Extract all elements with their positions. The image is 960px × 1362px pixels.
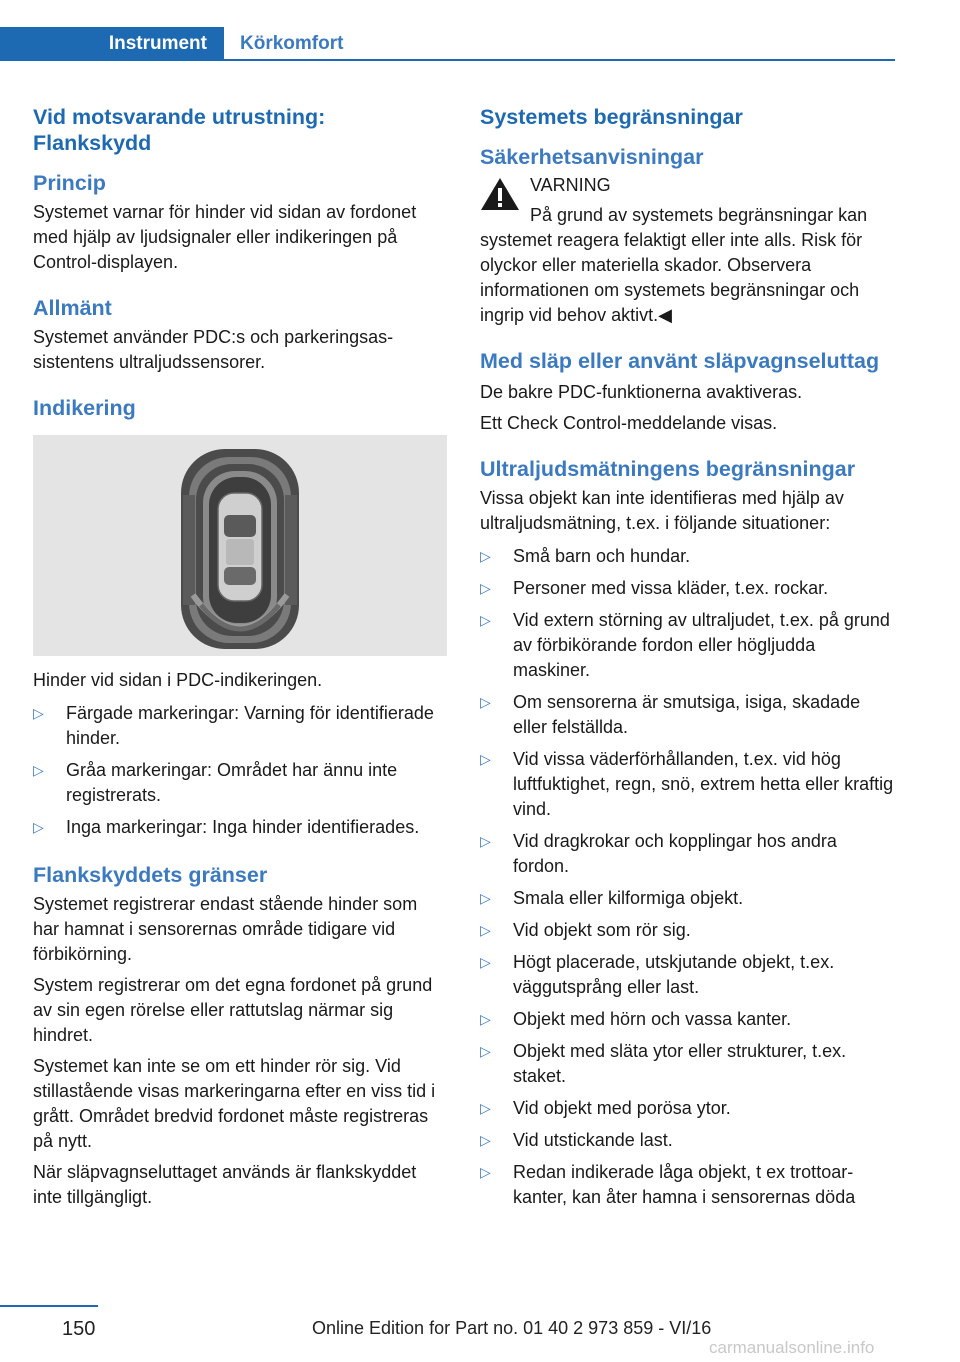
pdc-display-figure (33, 435, 447, 656)
trailer-section (480, 348, 894, 436)
section-title: Vid motsvarande utrustning: Flankskydd (33, 105, 326, 155)
list-item: ▷ Personer med vissa kläder, t.ex. rockar. (480, 576, 894, 601)
list-item: ▷ Vid objekt med porösa ytor. (480, 1096, 894, 1121)
list-item: ▷ Vid vissa väderförhållanden, t.ex. vid hög luftfuktighet, regn, snö, extrem hetta eller kraftig vind. (480, 749, 894, 819)
triangle-bullet-icon: ▷ (480, 1011, 491, 1027)
triangle-bullet-icon: ▷ (480, 1043, 491, 1059)
triangle-bullet-icon: ▷ (33, 762, 44, 778)
triangle-bullet-icon: ▷ (480, 833, 491, 849)
tab-instrument[interactable]: Instrument (0, 27, 224, 61)
triangle-bullet-icon: ▷ (480, 890, 491, 906)
header-divider (224, 59, 895, 61)
edition-text: Online Edition for Part no. 01 40 2 973 859 - VI/16 (312, 1318, 712, 1338)
list-item: ▷ Vid utstickande last. (480, 1128, 894, 1153)
list-item: ▷ Smala eller kilformiga objekt. (480, 886, 894, 911)
triangle-bullet-icon: ▷ (480, 922, 491, 938)
list-item: ▷ Om sensorerna är smutsiga, isiga, skadade eller felställda. (480, 692, 861, 737)
principle-section (33, 170, 447, 275)
triangle-bullet-icon: ▷ (480, 548, 491, 564)
pdc-car-illustration (33, 435, 447, 656)
general-section (33, 295, 447, 375)
right-column (480, 104, 894, 1217)
triangle-bullet-icon: ▷ (33, 819, 44, 835)
list-item: ▷ Vid dragkrokar och kopplingar hos andra fordon. (480, 831, 837, 876)
triangle-bullet-icon: ▷ (480, 751, 491, 767)
triangle-bullet-icon: ▷ (480, 694, 491, 710)
limits-section (33, 862, 447, 1210)
warning-text: På grund av systemets begränsningar kan systemet reagera felaktigt eller inte alls. Risk för olyckor eller materiella skador. Observera informationen om systemets begränsningar och ingrip vid behov aktivt.◀ (480, 205, 868, 325)
figure-caption: Hinder vid sidan i PDC-indikeringen. (33, 670, 323, 690)
watermark: carmanualsonline.info (709, 1338, 875, 1357)
trailer-paragraph: Ett Check Control-meddelande visas. (480, 413, 778, 433)
general-text: Systemet använder PDC:s och parkeringsassistentens ultraljudssensorer. (33, 327, 394, 372)
ultrasound-heading: Ultraljudsmätningens begränsningar (480, 457, 856, 481)
general-heading: Allmänt (33, 296, 112, 320)
list-item: ▷ Gråa markeringar: Området har ännu inte registrerats. (33, 760, 398, 805)
list-item: ▷ Inga markeringar: Inga hinder identifierades. (33, 815, 447, 840)
principle-text: Systemet varnar för hinder vid sidan av fordonet med hjälp av ljudsignaler eller indikeringen på Control-displayen. (33, 202, 417, 272)
limits-paragraph: Systemet registrerar endast stående hinder som har hamnat i sensorernas område tidigare vid förbikörning. (33, 894, 418, 964)
ultrasound-list (480, 544, 894, 1210)
ultrasound-section (480, 456, 894, 1210)
markings-list (33, 701, 447, 840)
safety-heading: Säkerhetsanvisningar (480, 145, 704, 169)
ultrasound-intro: Vissa objekt kan inte identifieras med hjälp av ultraljudsmätning, t.ex. i följande situationer: (480, 488, 844, 533)
limits-paragraph: När släpvagnseluttaget används är flankskyddet inte tillgängligt. (33, 1162, 417, 1207)
limits-paragraph: System registrerar om det egna fordonet på grund av sin egen rörelse eller rattutslag närmar sig hindret. (33, 975, 433, 1045)
triangle-bullet-icon: ▷ (480, 954, 491, 970)
safety-section (480, 144, 894, 328)
triangle-bullet-icon: ▷ (480, 580, 491, 596)
left-column (33, 104, 447, 1221)
triangle-bullet-icon: ▷ (480, 1100, 491, 1116)
warning-label: VARNING (530, 175, 611, 195)
tab-korkomfort[interactable]: Körkomfort (240, 33, 344, 54)
limits-paragraph: Systemet kan inte se om ett hinder rör sig. Vid stillastående visas markeringarna efter en viss tid i grått. Området bredvid fordonet måste registreras på nytt. (33, 1056, 436, 1151)
list-item: ▷ Färgade markeringar: Varning för identifierade hinder. (33, 703, 434, 748)
header-tabs (0, 0, 960, 64)
list-item: ▷ Vid extern störning av ultraljudet, t.ex. på grund av förbikörande fordon eller högljudda maskiner. (480, 610, 890, 680)
list-item: ▷ Objekt med släta ytor eller strukturer, t.ex. staket. (480, 1041, 847, 1086)
page-number: 150 (62, 1318, 96, 1340)
triangle-bullet-icon: ▷ (33, 705, 44, 721)
list-item: ▷ Objekt med hörn och vassa kanter. (480, 1007, 894, 1032)
list-item: ▷ Högt placerade, utskjutande objekt, t.ex. väggutsprång eller last. (480, 952, 835, 997)
display-heading: Indikering (33, 396, 136, 420)
trailer-paragraph: De bakre PDC-funktionerna avaktiveras. (480, 382, 803, 402)
section-title: Systemets begränsningar (480, 105, 743, 129)
triangle-bullet-icon: ▷ (480, 1132, 491, 1148)
principle-heading: Princip (33, 171, 106, 195)
footer-divider (0, 1305, 98, 1307)
triangle-bullet-icon: ▷ (480, 612, 491, 628)
triangle-bullet-icon: ▷ (480, 1164, 491, 1180)
list-item: ▷ Vid objekt som rör sig. (480, 918, 894, 943)
trailer-heading: Med släp eller använt släpvagnseluttag (480, 349, 880, 373)
warning-triangle-icon (480, 177, 520, 211)
list-item: ▷ Redan indikerade låga objekt, t ex trottoarkanter, kan åter hamna i sensorernas döda (480, 1162, 856, 1207)
list-item: ▷ Små barn och hundar. (480, 544, 894, 569)
limits-heading: Flankskyddets gränser (33, 863, 268, 887)
